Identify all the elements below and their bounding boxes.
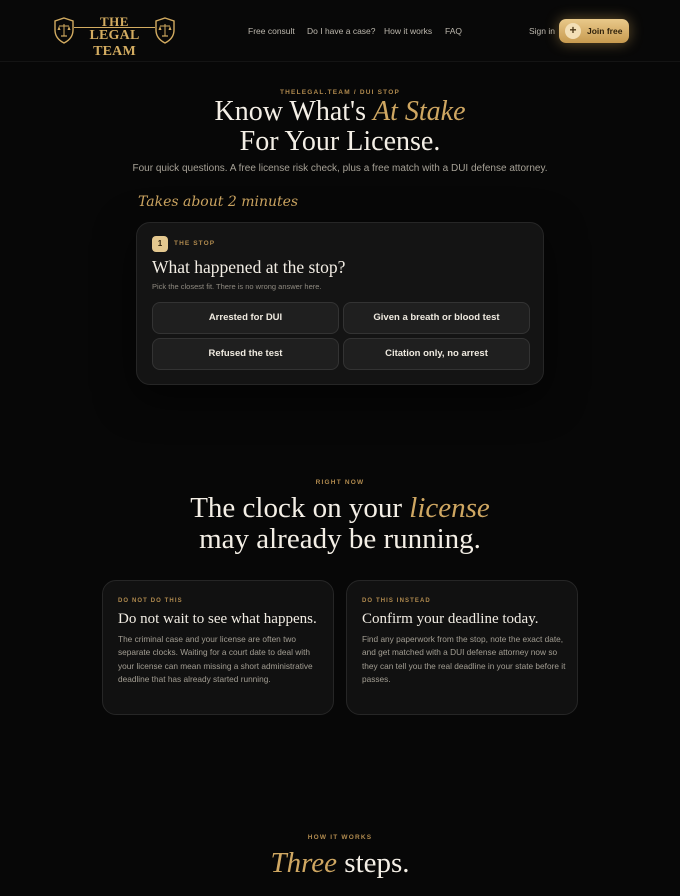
- quiz-card: [136, 222, 544, 385]
- card-title: Confirm your deadline today.: [362, 611, 539, 627]
- how-it-works-title-accent: Three: [270, 847, 338, 879]
- how-it-works-eyebrow: HOW IT WORKS: [307, 834, 373, 841]
- how-it-works-title: [0, 848, 680, 879]
- hero-title-line2: For Your License.: [239, 126, 441, 157]
- logo-line1: THE: [100, 14, 129, 29]
- logo-line2: LEGAL TEAM: [74, 27, 155, 60]
- logo[interactable]: [54, 14, 175, 59]
- nav-how-it-works[interactable]: How it works: [384, 26, 433, 36]
- hero-title-pre: Know What's: [214, 96, 373, 127]
- right-now-title-line2: may already be running.: [199, 523, 481, 555]
- right-now-title-pre: The clock on your: [190, 492, 410, 524]
- nav-do-i-have-a-case[interactable]: Do I have a case?: [307, 26, 376, 36]
- join-free-button[interactable]: [559, 19, 629, 43]
- right-now-eyebrow: RIGHT NOW: [315, 479, 365, 486]
- do-instead-card: [346, 580, 578, 715]
- hero-title-line1: [0, 97, 680, 127]
- card-eyebrow: DO THIS INSTEAD: [362, 598, 431, 604]
- nav-free-consult[interactable]: Free consult: [248, 26, 295, 36]
- shield-scales-icon: [155, 17, 175, 44]
- card-title: Do not wait to see what happens.: [118, 611, 317, 627]
- card-eyebrow: DO NOT DO THIS: [118, 598, 183, 604]
- how-it-works-title-rest: steps.: [337, 847, 410, 879]
- option-refused-test[interactable]: Refused the test: [152, 338, 339, 370]
- sign-in-link[interactable]: Sign in: [529, 26, 555, 36]
- site-header: [0, 0, 680, 62]
- hero-subtitle: Four quick questions. A free license risk check, plus a free match with a DUI defense attorney.: [132, 163, 548, 174]
- do-not-card: [102, 580, 334, 715]
- join-free-label: Join free: [587, 26, 623, 36]
- right-now-title-line1: [0, 493, 680, 524]
- card-body: Find any paperwork from the stop, note the exact date, and get matched with a DUI defense attorney now so they can tell you the real deadline in your state before it passes.: [362, 634, 566, 685]
- step-label: THE STOP: [174, 240, 216, 247]
- takes-time-note: Takes about 2 minutes: [138, 194, 299, 210]
- right-now-title-accent: license: [409, 492, 490, 524]
- step-number-badge: 1: [152, 236, 168, 252]
- hero-title-accent: At Stake: [372, 96, 466, 127]
- option-breath-or-blood-test[interactable]: Given a breath or blood test: [343, 302, 530, 334]
- hero-eyebrow: THELEGAL.TEAM / DUI STOP: [279, 89, 401, 96]
- option-citation-only[interactable]: Citation only, no arrest: [343, 338, 530, 370]
- question-help: Pick the closest fit. There is no wrong answer here.: [152, 282, 322, 291]
- shield-scales-icon: [54, 17, 74, 44]
- card-body: The criminal case and your license are often two separate clocks. Waiting for a court date to deal with your license can mean missing a short administrative deadline that has already started running.: [118, 634, 313, 685]
- question-title: What happened at the stop?: [152, 257, 346, 277]
- plus-icon: +: [565, 23, 581, 39]
- option-arrested-for-dui[interactable]: Arrested for DUI: [152, 302, 339, 334]
- nav-faq[interactable]: FAQ: [445, 26, 463, 36]
